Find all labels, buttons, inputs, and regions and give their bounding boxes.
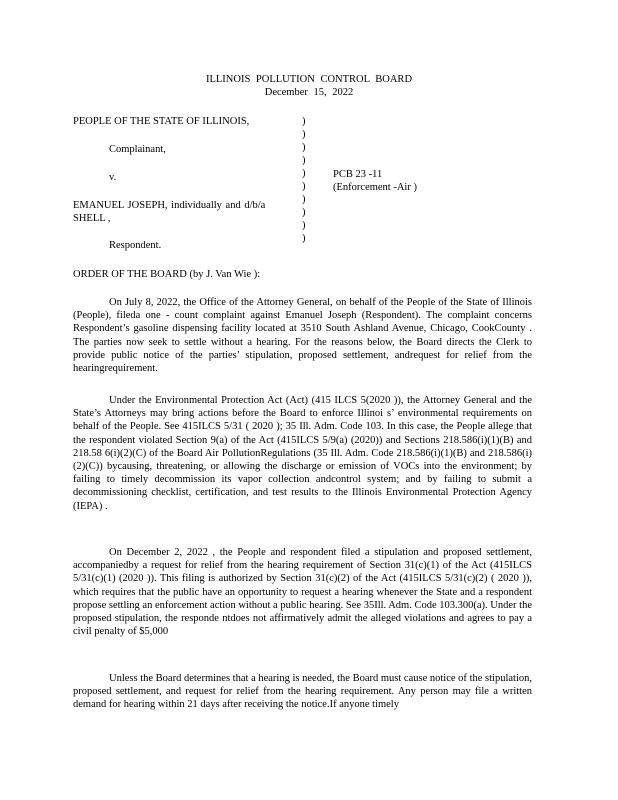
case-designation	[333, 168, 417, 194]
case-caption	[73, 115, 543, 255]
agency-title: ILLINOIS POLLUTION CONTROL BOARD	[205, 74, 413, 85]
paragraph	[73, 672, 532, 712]
paragraph-text: Unless the Board determines that a hearing is needed, the Board must cause notice of the stipulation, proposed settlement, and request for relief from the hearing requirement. Any person may file a written demand for hearing within 21 days after receiving the notice.If anyone timely	[73, 673, 532, 711]
defendant-role: Respondent.	[109, 240, 162, 251]
document-header	[0, 73, 618, 99]
caption-parentheses	[302, 115, 306, 245]
plaintiff-name: PEOPLE OF THE STATE OF ILLINOIS,	[73, 116, 250, 127]
paren: )	[302, 207, 306, 218]
paragraph-text: On July 8, 2022, the Office of the Attorney General, on behalf of the People of the State of Illinois (People), fileda one - count complaint against Emanuel Joseph (Respondent). The complaint concerns Respondent’s gasoline dispensing facility located at 3510 South Ashland Avenue, Chicago, CookCounty . The parties now seek to settle without a hearing. For the reasons below, the Board directs the Clerk to provide public notice of the parties’ stipulation, proposed settlement, andrequest for relief from the hearingrequirement.	[73, 297, 532, 375]
case-type: (Enforcement -Air )	[333, 182, 417, 194]
case-number: PCB 23 -11	[333, 169, 383, 180]
order-date: December 15, 2022	[264, 87, 354, 98]
order-heading: ORDER OF THE BOARD (by J. Van Wie ):	[73, 269, 261, 280]
paren: )	[302, 129, 306, 140]
plaintiff-role: Complainant,	[109, 144, 166, 155]
paren: )	[302, 220, 306, 231]
paragraph	[73, 296, 532, 375]
defendant-name-line1: EMANUEL JOSEPH, individually and d/b/a	[73, 200, 266, 211]
paren: )	[302, 233, 306, 244]
defendant-name-line2: SHELL ,	[73, 213, 111, 224]
versus-label: v.	[109, 172, 117, 183]
paren: )	[302, 155, 306, 166]
paragraph	[73, 546, 532, 638]
paragraph-text: Under the Environmental Protection Act (Act) (415 ILCS 5(2020 )), the Attorney General and the State’s Attorneys may bring actions before the Board to enforce Illinoi s’ environmental requirements on behalf of the People. See 415ILCS 5/31 ( 2020 ); 35 Ill. Adm. Code 103. In this case, the People allege that the respondent violated Section 9(a) of the Act (415ILCS 5/9(a) (2020)) and Sections 218.586(i)(1)(B) and 218.58 6(i)(2)(C) of the Board Air PollutionRegulations (35 Ill. Adm. Code 218.586(i)(1)(B) and 218.586(i)(2)(C)) bycausing, threatening, or allowing the discharge or emission of VOCs into the environment; by failing to timely decommission its vapor collection andcontrol system; and by failing to submit a decommissioning checklist, certification, and test results to the Illinois Environmental Protection Agency (IEPA) .	[73, 395, 532, 512]
paren: )	[302, 168, 306, 179]
paren: )	[302, 181, 306, 192]
paragraph	[73, 394, 532, 513]
paragraph-text: On December 2, 2022 , the People and respondent filed a stipulation and proposed settlement, accompaniedby a request for relief from the hearing requirement of Section 31(c)(1) of the Act (415ILCS 5/31(c)(1) (2020 )). This filing is authorized by Section 31(c)(2) of the Act (415ILCS 5/31(c)(2) ( 2020 )), which requires that the public have an opportunity to request a hearing whenever the State and a respondent propose settling an enforcement action without a public hearing. See 35Ill. Adm. Code 103.300(a). Under the proposed stipulation, the responde ntdoes not affirmatively admit the alleged violations and agrees to pay a civil penalty of $5,000	[73, 547, 532, 638]
paren: )	[302, 194, 306, 205]
paren: )	[302, 116, 306, 127]
paren: )	[302, 142, 306, 153]
